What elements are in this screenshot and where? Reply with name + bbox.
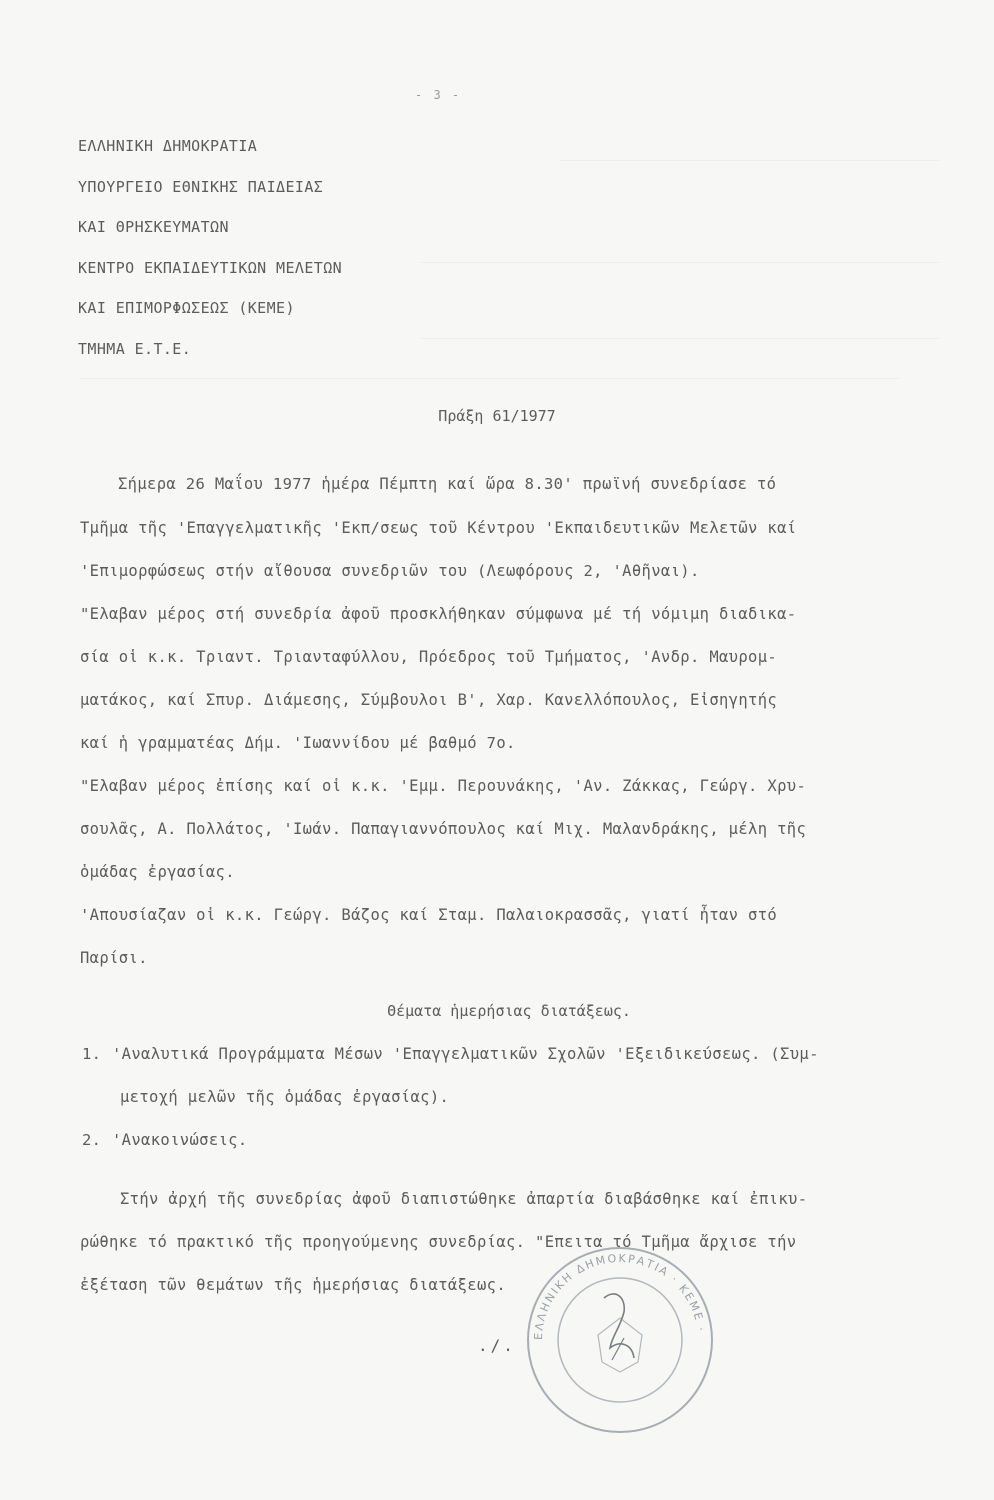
letterhead-line: ΕΛΛΗΝΙΚΗ ΔΗΜΟΚΡΑΤΙΑ (78, 137, 258, 155)
paragraph-line: 'Απουσίαζαν οἱ κ.κ. Γεώργ. Βάζος καί Σταμ. Παλαιοκρασσᾶς, γιατί ἦταν στό (80, 906, 778, 924)
paragraph-line: Σήμερα 26 Μαΐου 1977 ἡμέρα Πέμπτη καί ὥρα 8.30' πρωϊνή συνεδρίασε τό (118, 475, 777, 493)
paragraph-line: 'Επιμορφώσεως στήν αἴθουσα συνεδριῶν του (Λεωφόρους 2, 'Αθῆναι). (80, 562, 700, 580)
letterhead-line: ΤΜΗΜΑ Ε.Τ.Ε. (78, 339, 192, 358)
agenda-title: Θέματα ἡμερήσιας διατάξεως. (387, 1002, 631, 1020)
paragraph-line: Παρίσι. (80, 949, 148, 967)
seal-outer-ring (528, 1248, 712, 1432)
letterhead-line: ΥΠΟΥΡΓΕΙΟ ΕΘΝΙΚΗΣ ΠΑΙΔΕΙΑΣ (78, 177, 324, 196)
letterhead-line: ΚΑΙ ΕΠΙΜΟΡΦΩΣΕΩΣ (ΚΕΜΕ) (78, 299, 295, 317)
seal-graphic (520, 1240, 720, 1440)
letterhead (78, 137, 342, 380)
agenda-item-text: 'Αναλυτικά Προγράμματα Μέσων 'Επαγγελματικῶν Σχολῶν 'Εξειδικεύσεως. (Συμ- (112, 1045, 819, 1063)
paragraph-line: καί ἡ γραμματέας Δήμ. 'Ιωαννίδου μέ βαθμό 7ο. (80, 734, 516, 752)
paragraph-line: "Ελαβαν μέρος στή συνεδρία ἀφοῦ προσκλήθηκαν σύμφωνα μέ τή νόμιμη διαδικα- (80, 605, 797, 623)
bleed-through-line (420, 338, 940, 339)
paragraph-line: ὁμάδας ἐργασίας. (80, 863, 235, 881)
paragraph-line: "Ελαβαν μέρος ἐπίσης καί οἱ κ.κ. 'Εμμ. Περουνάκης, 'Αν. Ζάκκας, Γεώργ. Χρυ- (80, 777, 807, 795)
agenda-item-2 (82, 1131, 248, 1149)
closing-line: ἐξέταση τῶν θεμάτων τῆς ἡμερήσιας διατάξεως. (80, 1276, 506, 1294)
continuation-mark: ./. (478, 1336, 516, 1355)
bleed-through-line (420, 262, 940, 263)
agenda-item-number: 1. (82, 1045, 102, 1063)
agenda-item-text: 'Ανακοινώσεις. (112, 1131, 248, 1149)
official-seal-stamp (520, 1240, 720, 1440)
closing-line: ρώθηκε τό πρακτικό τῆς προηγούμενης συνεδρίας. "Επειτα τό Τμῆμα ἄρχισε τήν (80, 1233, 797, 1251)
agenda-item-1-continued: μετοχή μελῶν τῆς ὁμάδας ἐργασίας). (120, 1088, 450, 1106)
paragraph-line: Τμῆμα τῆς 'Επαγγελματικῆς 'Εκπ/σεως τοῦ Κέντρου 'Εκπαιδευτικῶν Μελετῶν καί (80, 519, 797, 537)
paragraph-line: σουλᾶς, Α. Πολλάτος, 'Ιωάν. Παπαγιαννόπουλος καί Μιχ. Μαλανδράκης, μέλη τῆς (80, 820, 807, 838)
letterhead-line: ΚΕΝΤΡΟ ΕΚΠΑΙΔΕΥΤΙΚΩΝ ΜΕΛΕΤΩΝ (78, 258, 343, 277)
paragraph-line: σία οἱ κ.κ. Τριαντ. Τριανταφύλλου, Πρόεδρος τοῦ Τμήματος, 'Ανδρ. Μαυρομ- (80, 648, 778, 666)
bleed-through-line (560, 160, 940, 161)
document-title: Πράξη 61/1977 (438, 407, 556, 425)
agenda-item-1 (82, 1045, 819, 1063)
closing-line: Στήν ἀρχή τῆς συνεδρίας ἀφοῦ διαπιστώθηκε ἀπαρτία διαβάσθηκε καί ἐπικυ- (120, 1190, 808, 1208)
signature-stroke-icon (612, 1338, 624, 1360)
page-number-mark: - 3 - (415, 88, 462, 102)
seal-text: ΕΛΛΗΝΙΚΗ ΔΗΜΟΚΡΑΤΙΑ · ΚΕΜΕ · (531, 1251, 708, 1341)
agenda-item-number: 2. (82, 1131, 102, 1149)
paragraph-line: ματάκος, καί Σπυρ. Διάμεσης, Σύμβουλοι Β', Χαρ. Κανελλόπουλος, Εἰσηγητής (80, 691, 778, 709)
letterhead-line: ΚΑΙ ΘΡΗΣΚΕΥΜΑΤΩΝ (78, 218, 229, 236)
